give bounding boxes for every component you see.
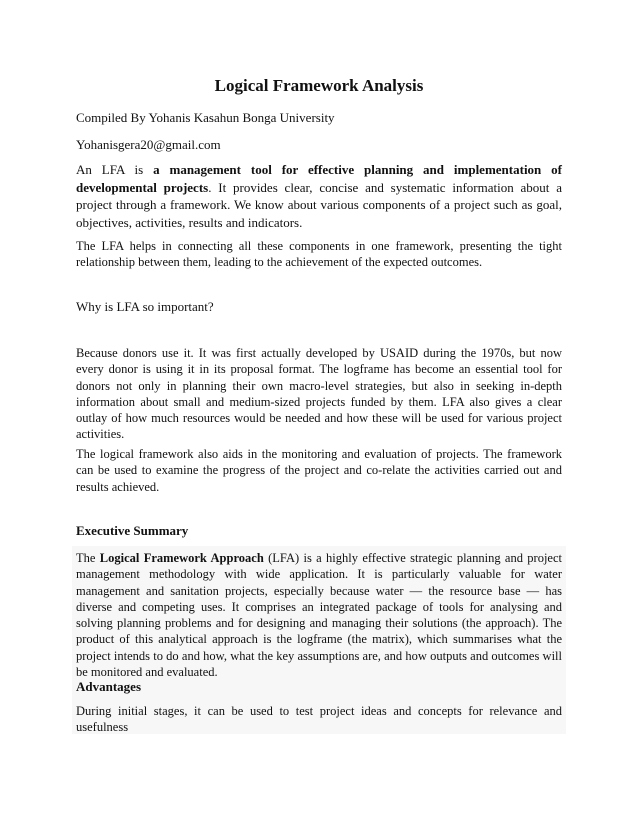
executive-summary-heading: Executive Summary (76, 523, 189, 538)
advantages-heading: Advantages (76, 679, 142, 694)
exec-bold: Logical Framework Approach (99, 551, 264, 565)
intro-p1-prefix: An LFA is (76, 162, 154, 177)
intro-paragraph-1 (76, 161, 562, 231)
why-paragraph-2: The logical framework also aids in the monitoring and evaluation of projects. The framework can be used to examine the progress of the project and co-relate the activities carried out and results achieved. (76, 447, 562, 494)
exec-body: (LFA) is a highly effective strategic planning and project management methodology with wide application. It is particularly valuable for water management and sanitation projects, especially because water — the resource base — has diverse and competing uses. It comprises an integrated package of tools for analysing and solving planning problems and for designing and managing their solutions (the approach). The product of this analytical approach is the logframe (the matrix), which summarises what the project intends to do and how, what the key assumptions are, and how outputs and outcomes will be monitored and evaluated. (76, 551, 562, 680)
exec-prefix: The (76, 551, 100, 565)
executive-summary-paragraph (76, 550, 562, 680)
advantages-paragraph: During initial stages, it can be used to test project ideas and concepts for relevance and usefulness (76, 704, 562, 735)
author-line: Compiled By Yohanis Kasahun Bonga University (76, 110, 335, 125)
intro-p1-bold: a management tool for effective planning and implementation of developmental projects (76, 162, 562, 195)
intro-paragraph-2: The LFA helps in connecting all these components in one framework, presenting the tight relationship between them, leading to the achievement of the expected outcomes. (76, 239, 562, 270)
document-page (76, 0, 562, 826)
why-question: Why is LFA so important? (76, 299, 214, 314)
email-address: Yohanisgera20@gmail.com (76, 137, 221, 152)
intro-p1-suffix: . It provides clear, concise and systematic information about a project through a framework. We know about various components of a project such as goal, objectives, activities, results and indicators. (76, 179, 562, 230)
why-paragraph-1: Because donors use it. It was first actually developed by USAID during the 1970s, but now every donor is using it in its proposal format. The logframe has become an essential tool for donors not only in planning their own macro-level strategies, but also in seeking in-depth information about small and medium-sized projects funded by them. LFA also gives a clear outlay of how much resources would be needed and how these will be used for various project activities. (76, 346, 562, 442)
page-title: Logical Framework Analysis (214, 76, 424, 95)
